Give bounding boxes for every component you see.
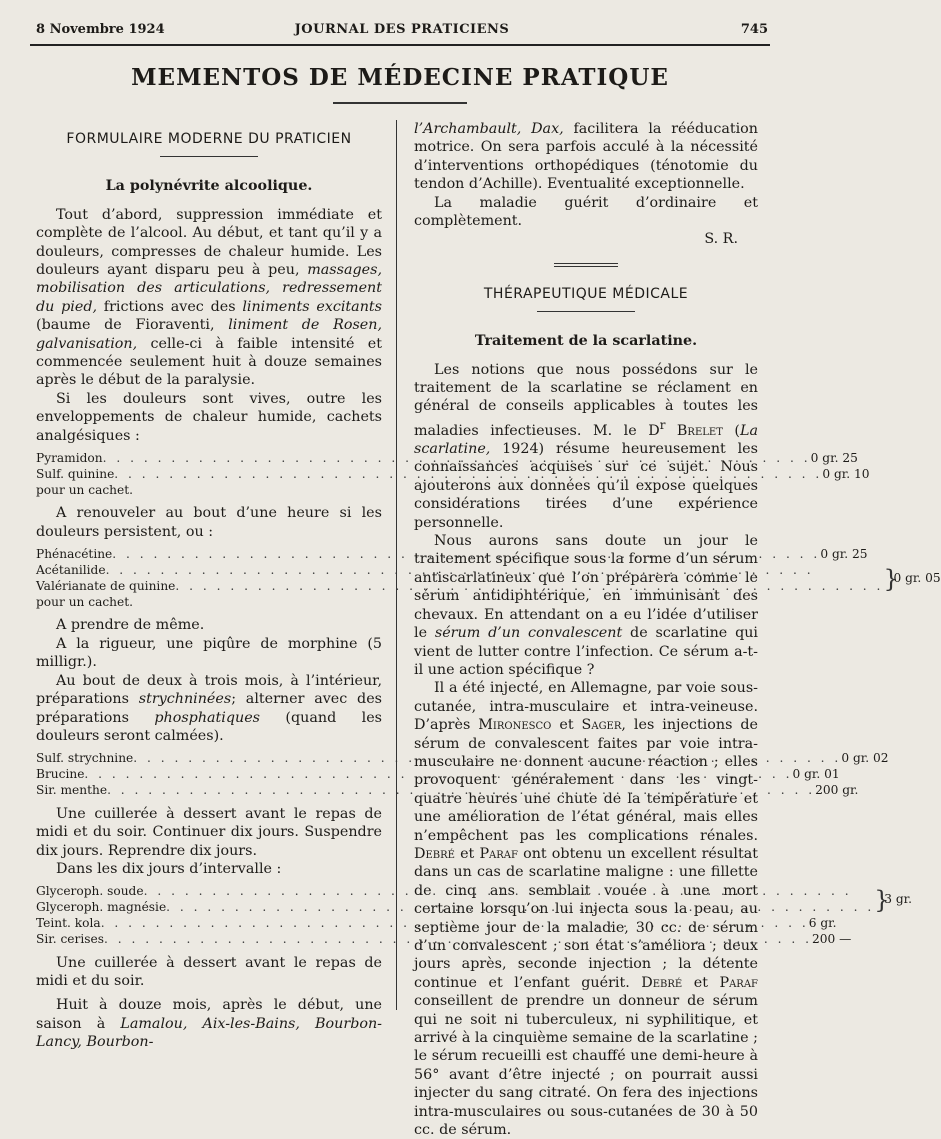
article-title-polynevrite: La polynévrite alcoolique. — [105, 178, 313, 195]
prescription-line: Sir. menthe . . . 200 gr. — [36, 783, 382, 799]
paragraph: Huit à douze mois, après le début, une saison à Lamalou, Aix-les-Bains, Bourbon-Lancy, Bourbon- — [36, 997, 382, 1051]
prescription-line: Pyramidon . . . 0 gr. 25 — [36, 451, 382, 467]
brace-glyph: } — [883, 564, 899, 593]
right-column — [414, 120, 758, 1139]
prescription-group — [36, 884, 912, 916]
running-header — [36, 22, 768, 42]
prescription-line: Brucine . . . 0 gr. 01 — [36, 767, 382, 783]
group-quantity: 3 gr. — [884, 892, 912, 907]
prescription-line: Glyceroph. magnésie . . . — [36, 900, 874, 916]
prescription-note: pour un cachet. — [36, 482, 134, 497]
paragraph: Il a été injecté, en Allemagne, par voie sous-cutanée, intra-musculaire et intra-veineuse. D’après Mironesco et Sager, les injections de sérum de convalescent faites par voie intra-musculaire ne donnent aucune réaction ; elles provoquent généralement dans les vingt-quatre heures une chute de la température et une amélioration de l’état général, mais elles n’empêchent pas les complications rénales. Debré et Paraf ont obtenu un excellent résultat dans un cas de scarlatine maligne : une fillette de cinq ans semblait vouée à une mort certaine lorsqu’on lui injecta sous la peau, au septième jour de la maladie, 30 cc. de sérum d’un convalescent ; son état s’améliora ; deux jours après, seconde injection ; la détente continue et l’enfant guérit. Debré et Paraf conseillent de prendre un donneur de sérum qui ne soit ni tuberculeux, ni syphilitique, et arrivé à la cinquième semaine de la scarlatine ; le sérum recueilli est chauffé une demi-heure à 56° avant d’être injecté ; on pourrait aussi injecter du sang citraté. On fera des injections intra-musculaires ou sous-cutanées de 30 à 50 cc. de sérum. — [414, 680, 758, 1139]
section-heading-therapeutique: THÉRAPEUTIQUE MÉDICALE — [483, 285, 689, 302]
paragraph: Dans les dix jours d’intervalle : — [56, 860, 282, 877]
article-title-scarlatine: Traitement de la scarlatine. — [474, 333, 698, 350]
paragraph: A la rigueur, une piqûre de morphine (5 milligr.). — [36, 635, 382, 671]
brace-glyph: } — [874, 886, 890, 915]
section-rule — [537, 311, 635, 312]
prescription-note: pour un cachet. — [36, 594, 134, 609]
prescription-line: Teint. kola . . . 6 gr. — [36, 916, 382, 932]
prescription-block — [36, 451, 870, 498]
prescription-block — [36, 547, 941, 610]
issue-date: 8 Novembre 1924 — [36, 22, 165, 37]
prescription-line: Acétanilide . . . — [36, 563, 883, 579]
prescription-line: Valérianate de quinine . . . — [36, 579, 883, 595]
prescription-line: Sulf. strychnine . . . 0 gr. 02 — [36, 751, 382, 767]
paragraph: Si les douleurs sont vives, outre les enveloppements de chaleur humide, cachets analgésiques : — [36, 390, 382, 444]
prescription-line: Sulf. quinine . . . 0 gr. 10 — [36, 467, 382, 483]
prescription-line: Sir. cerises . . . 200 — — [36, 932, 382, 948]
article-separator — [554, 263, 618, 267]
paragraph: Une cuillerée à dessert avant le repas de midi et du soir. — [36, 954, 382, 989]
paragraph: A prendre de même. — [56, 617, 205, 634]
prescription-group — [36, 563, 941, 595]
page-title: MEMENTOS DE MÉDECINE PRATIQUE — [131, 64, 669, 91]
section-heading-formulaire: FORMULAIRE MODERNE DU PRATICIEN — [66, 131, 352, 147]
paragraph: Tout d’abord, suppression immédiate et complète de l’alcool. Au début, et tant qu’il y a douleurs, compresses de chaleur humide. Les douleurs ayant disparu peu à peu, massages, mobilisation des articulations, redressement du pied, frictions avec des liniments excitants (baume de Fioraventi, liniment de Rosen, galvanisation, celle-ci à faible intensité et commencée seulement huit à douze semaines après le début de la paralysie. — [36, 206, 382, 389]
paragraph: Au bout de deux à trois mois, à l’intérieur, préparations strychninées; alterner avec des préparations phosphatiques (quand les douleurs seront calmées). — [36, 672, 383, 744]
paragraph: Nous aurons sans doute un jour le traitement spécifique sous la forme d’un sérum antiscarlatineux que l’on préparera comme le sérum antidiphtérique, en immunisant des chevaux. En attendant on a eu l’idée d’utiliser le sérum d’un convalescent de scarlatine qui vient de lutter contre l’infection. Ce sérum a-t-il une action spécifique ? — [414, 533, 759, 678]
paragraph: Les notions que nous possédons sur le traitement de la scarlatine se réclament en général de conseils applicables à toutes les maladies infectieuses. M. le $D^r$ Brelet (La scarlatine, 1924) résume heureusement les connaissances acquises sur ce sujet. Nous ajouterons aux données qu’il expose quelques considérations tirées d’une expérience personnelle. — [414, 361, 759, 531]
paragraph: La maladie guérit d’ordinaire et complètement. — [414, 194, 758, 230]
paragraph-continued: l’Archambault, Dax, facilitera la rééducation motrice. On sera parfois acculé à la nécessité d’interventions orthopédiques (ténotomie du tendon d’Achille). Eventualité exceptionnelle. — [414, 121, 758, 193]
prescription-line: Glyceroph. soude . . . — [36, 884, 874, 900]
prescription-line: Phénacétine . . . 0 gr. 25 — [36, 547, 382, 563]
author-signature: S. R. — [704, 231, 738, 248]
title-rule — [333, 102, 467, 104]
page-number: 745 — [740, 22, 768, 37]
prescription-block — [36, 751, 889, 798]
section-rule — [160, 156, 258, 157]
group-quantity: 0 gr. 05 — [893, 570, 941, 585]
prescription-block — [36, 884, 912, 947]
header-rule — [30, 44, 770, 46]
journal-name: JOURNAL DES PRATICIENS — [294, 22, 510, 37]
paragraph: A renouveler au bout d’une heure si les douleurs persistent, ou : — [36, 505, 382, 540]
paragraph: Une cuillerée à dessert avant le repas de midi et du soir. Continuer dix jours. Suspendre dix jours. Reprendre dix jours. — [36, 805, 382, 859]
